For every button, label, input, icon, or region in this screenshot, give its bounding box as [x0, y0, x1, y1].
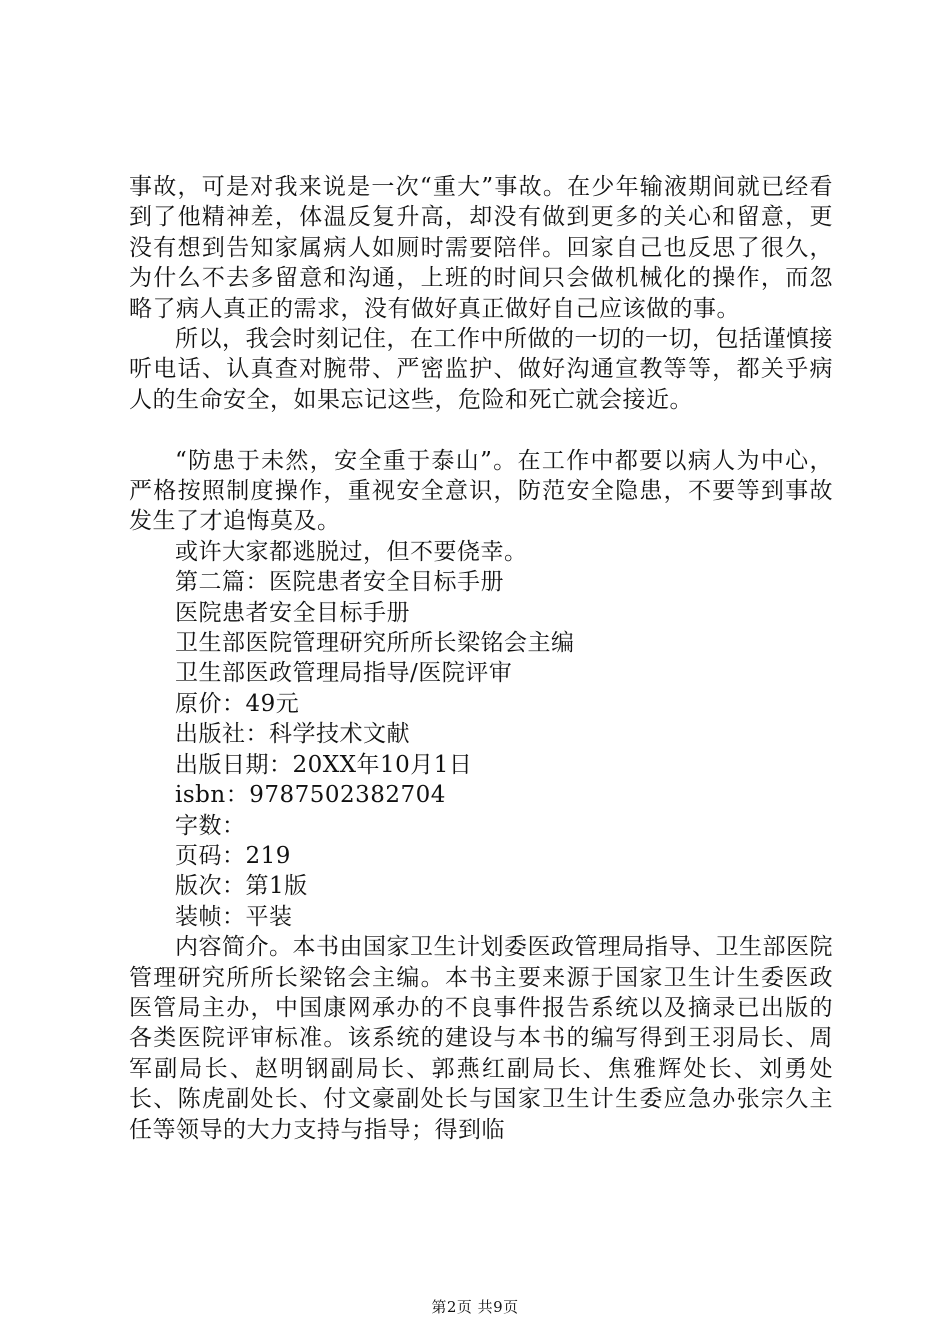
line-book-title: 医院患者安全目标手册	[175, 599, 410, 626]
paragraph-gap	[129, 415, 833, 445]
paragraph-introduction: 内容简介。本书由国家卫生计划委医政管理局指导、卫生部医院管理研究所所长梁铭会主编。本书主要来源于国家卫生计生委医政医管局主办，中国康网承办的不良事件报告系统以及摘录已出版的各类医院评审标准。该系统的建设与本书的编写得到王羽局长、周军副局长、赵明钢副局长、郭燕红副局长、焦雅辉处长、刘勇处长、陈虎副处长、付文豪副处长与国家卫生计生委应急办张宗久主任等领导的大力支持与指导；得到临	[129, 934, 833, 1143]
line-guidance: 卫生部医政管理局指导/医院评审	[175, 660, 513, 687]
line-chapter-title: 第二篇：医院患者安全目标手册	[175, 569, 504, 596]
line-isbn: isbn：9787502382704	[175, 782, 446, 809]
line-publish-date: 出版日期：20XX年10月1日	[175, 751, 473, 778]
line-page-count: 页码：219	[175, 842, 291, 869]
paragraph-accident-reflection: 事故，可是对我来说是一次“重大”事故。在少年输液期间就已经看到了他精神差，体温反复升高，却没有做到更多的关心和留意，更没有想到告知家属病人如厕时需要陪伴。回家自己也反思了很久，为什么不去多留意和沟通，上班的时间只会做机械化的操作，而忽略了病人真正的需求，没有做好真正做好自己应该做的事。	[129, 174, 833, 322]
line-closing-remark: 或许大家都逃脱过，但不要侥幸。	[175, 538, 528, 565]
paragraph-commitment: 所以，我会时刻记住，在工作中所做的一切的一切，包括谨慎接听电话、认真查对腕带、严密监护、做好沟通宣教等等，都关乎病人的生命安全，如果忘记这些，危险和死亡就会接近。	[129, 326, 833, 413]
line-price: 原价：49元	[175, 690, 300, 717]
line-binding: 装帧：平装	[175, 903, 293, 930]
paragraph-motto: “防患于未然，安全重于泰山”。在工作中都要以病人为中心，严格按照制度操作，重视安全意识，防范安全隐患，不要等到事故发生了才追悔莫及。	[129, 447, 833, 535]
document-body	[129, 172, 833, 1145]
line-edition: 版次：第1版	[175, 873, 308, 900]
line-publisher: 出版社：科学技术文献	[175, 721, 410, 748]
page-number-footer: 第2页 共9页	[431, 1298, 519, 1316]
line-word-count: 字数：	[175, 812, 246, 839]
line-editor: 卫生部医院管理研究所所长梁铭会主编	[175, 630, 575, 657]
